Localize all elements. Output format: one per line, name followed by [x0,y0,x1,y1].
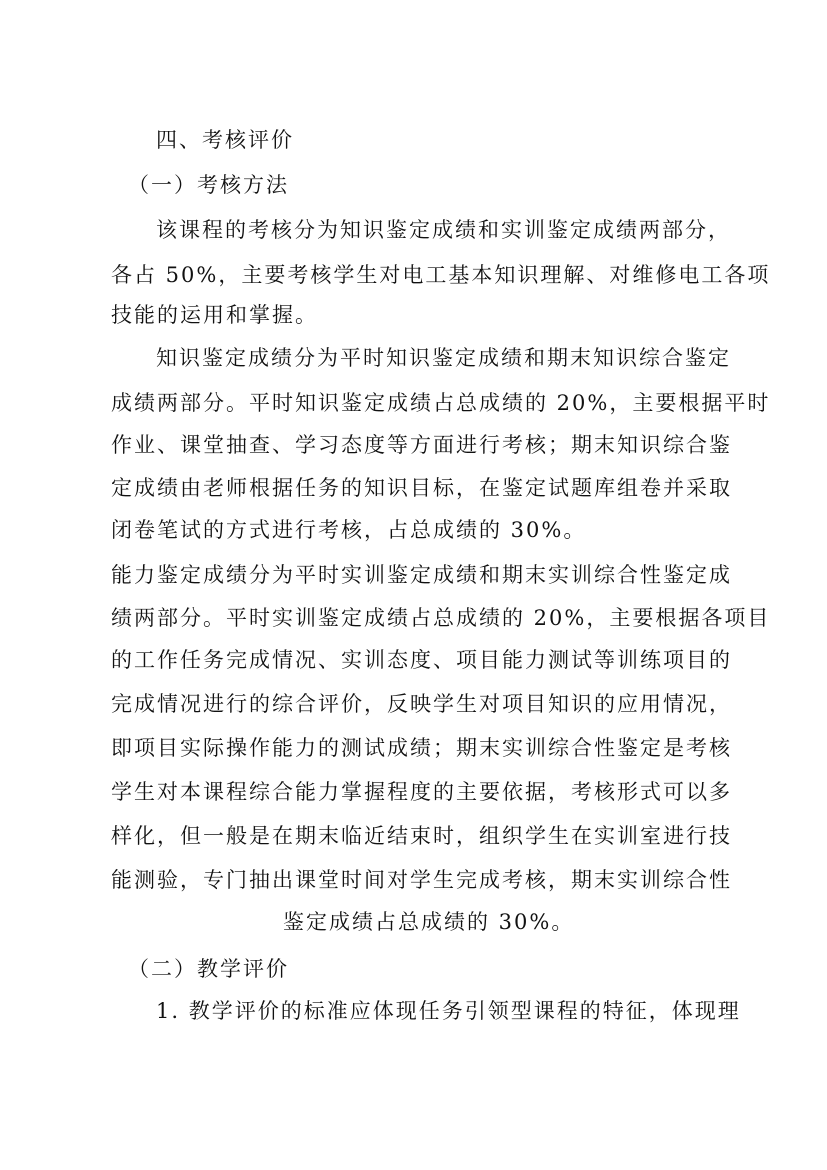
paragraph-2-line-5: 闭卷笔试的方式进行考核，占总成绩的 30%。 [111,518,587,542]
section-heading: 四、考核评价 [156,128,294,152]
subsection-heading-assessment-method: （一）考核方法 [128,173,289,197]
paragraph-3-line-2: 绩两部分。平时实训鉴定成绩占总成绩的 20%，主要根据各项目 [111,606,771,630]
paragraph-1-line-2: 各占 50%，主要考核学生对电工基本知识理解、对维修电工各项 [111,263,771,287]
paragraph-2-line-1: 知识鉴定成绩分为平时知识鉴定成绩和期末知识综合鉴定 [156,346,731,370]
paragraph-1-line-3: 技能的运用和掌握。 [111,303,318,327]
paragraph-3-line-5: 即项目实际操作能力的测试成绩；期末实训综合性鉴定是考核 [111,736,732,760]
paragraph-3-line-6: 学生对本课程综合能力掌握程度的主要依据，考核形式可以多 [111,780,732,804]
paragraph-1-line-1: 该课程的考核分为知识鉴定成绩和实训鉴定成绩两部分， [156,218,731,242]
paragraph-3-line-8: 能测验，专门抽出课堂时间对学生完成考核，期末实训综合性 [111,868,732,892]
paragraph-3-line-7: 样化，但一般是在期末临近结束时，组织学生在实训室进行技 [111,824,732,848]
paragraph-2-line-2: 成绩两部分。平时知识鉴定成绩占总成绩的 20%，主要根据平时 [111,391,771,415]
paragraph-3-line-3: 的工作任务完成情况、实训态度、项目能力测试等训练项目的 [111,648,732,672]
paragraph-3-line-4: 完成情况进行的综合评价，反映学生对项目知识的应用情况， [111,692,732,716]
paragraph-3-line-1: 能力鉴定成绩分为平时实训鉴定成绩和期末实训综合性鉴定成 [111,563,732,587]
paragraph-3-line-9: 鉴定成绩占总成绩的 30%。 [283,910,575,934]
paragraph-2-line-4: 定成绩由老师根据任务的知识目标，在鉴定试题库组卷并采取 [111,476,732,500]
subsection-heading-teaching-evaluation: （二）教学评价 [128,957,289,981]
paragraph-2-line-3: 作业、课堂抽查、学习态度等方面进行考核；期末知识综合鉴 [111,433,732,457]
paragraph-4-line-1: 1. 教学评价的标准应体现任务引领型课程的特征，体现理 [156,999,741,1023]
